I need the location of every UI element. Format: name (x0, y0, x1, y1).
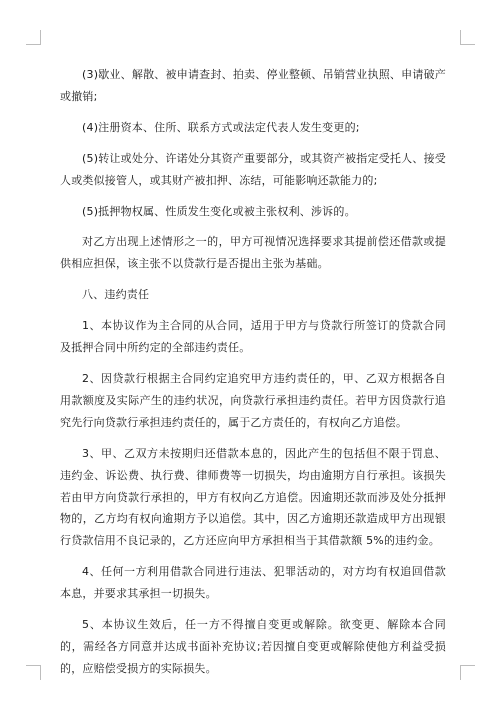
paragraph-clause-3: (3)歇业、解散、被申请查封、拍卖、停业整顿、吊销营业执照、申请破产或撤销; (60, 68, 446, 103)
crop-mark-bottom-right (460, 665, 475, 680)
crop-mark-top-left (26, 30, 41, 45)
crop-mark-bottom-left (26, 665, 41, 680)
paragraph-breach-5: 5、本协议生效后，任一方不得擅自变更或解除。欲变更、解除本合同的，需经各方同意并达成书面补充协议;若因擅自变更或解除使他方利益受损的，应赔偿受损方的实际损失。 (60, 618, 446, 675)
paragraph-breach-1: 1、本协议作为主合同的从合同，适用于甲方与贷款行所签订的贷款合同及抵押合同中所约定的全部违约责任。 (60, 319, 446, 355)
paragraph-breach-3: 3、甲、乙双方未按期归还借款本息的，因此产生的包括但不限于罚息、违约金、诉讼费、执行费、律师费等一切损失，均由逾期方自行承担。该损失若由甲方向贷款行承担的，甲方有权向乙方追偿。因逾期还款而涉及处分抵押物的，乙方均有权向逾期方予以追偿。其中，因乙方逾期还款造成甲方出现银行贷款信用不良记录的，乙方还应向甲方承担相当于其借款额 5%的违约金。 (60, 446, 446, 548)
crop-mark-top-right (460, 30, 475, 45)
paragraph-breach-2: 2、因贷款行根据主合同约定追究甲方违约责任的，甲、乙双方根据各自用款额度及实际产生的违约状况，向贷款行承担违约责任。若甲方因贷款行追究先行向贷款行承担违约责任的，属于乙方责任的，有权向乙方追偿。 (60, 371, 446, 429)
paragraph-remedy: 对乙方出现上述情形之一的，甲方可视情况选择要求其提前偿还借款或提供相应担保，该主张不以贷款行是否提出主张为基础。 (60, 235, 446, 271)
section-heading-breach: 八、违约责任 (82, 288, 150, 302)
paragraph-clause-5a: (5)转让或处分、许诺处分其资产重要部分，或其资产被指定受托人、接受人或类似接管人，或其财产被扣押、冻结，可能影响还款能力的; (60, 151, 446, 187)
paragraph-breach-4: 4、任何一方利用借款合同进行违法、犯罪活动的，对方均有权追回借款本息，并要求其承担一切损失。 (60, 565, 446, 601)
paragraph-clause-5b: (5)抵押物权属、性质发生变化或被主张权利、涉诉的。 (82, 204, 356, 218)
document-body (60, 64, 446, 680)
paragraph-clause-4: (4)注册资本、住所、联系方式或法定代表人发生变更的; (82, 120, 360, 134)
